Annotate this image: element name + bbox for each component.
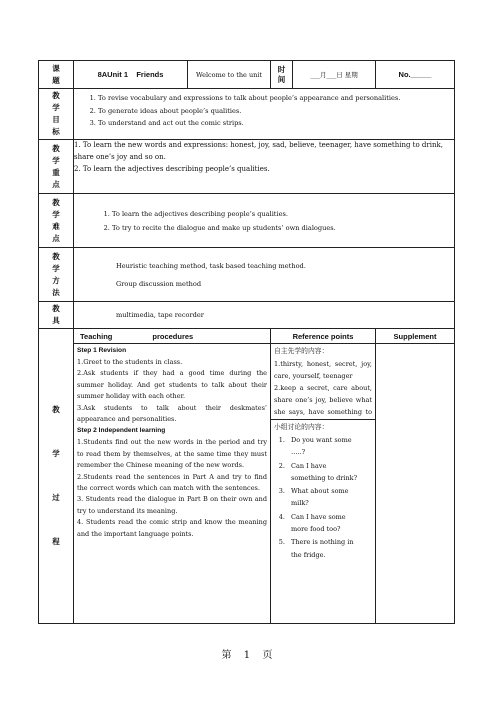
tools-content: multimedia, tape recorder [74, 302, 455, 329]
difficulties-label: 教 学 难 点 [39, 194, 74, 248]
lesson-title: Welcome to the unit [188, 61, 271, 89]
goal-item: 3. To understand and act out the comic strips. [98, 117, 454, 130]
key-point-line: 1. To learn the new words and expressions: honest, joy, sad, believe, teenager, have something to drink, share one’s joy and so on. [74, 141, 443, 161]
lesson-plan-table [38, 60, 455, 624]
tools-label: 教 具 [39, 302, 74, 329]
difficulties-row [39, 194, 455, 248]
step1-title: Step 1 Revision [77, 347, 127, 354]
key-points-content [74, 140, 455, 194]
key-point-line: 2. To learn the adjectives describing people’s qualities. [74, 164, 270, 173]
number-field: No._____ [376, 61, 455, 89]
group-discussion-title: 小组讨论的内容： [274, 423, 329, 431]
page-footer: 第 1 页 [221, 650, 275, 661]
process-body-row [39, 344, 455, 624]
discussion-item: 2. Can I have something to drink? [287, 460, 375, 485]
goals-row [39, 89, 455, 140]
goal-item: 2. To generate ideas about people’s qualities. [98, 105, 454, 118]
key-points-label: 教 学 重 点 [39, 140, 74, 194]
reference-item: 1.thirsty, honest, secret, joy, care, yourself, teenager [274, 360, 372, 380]
discussion-item: 4. Can I have some more food too? [287, 511, 375, 536]
process-header-row [39, 329, 455, 344]
supplement-header: Supplement [376, 329, 455, 344]
procedure-item: 3. Students read the dialogue in Part B on their own and try to understand its meaning. [77, 495, 267, 515]
reference-points-header: Reference points [271, 329, 376, 344]
date-field: ___月___日 星期 [293, 61, 376, 89]
topic-title: 8AUnit 1 Friends [74, 61, 188, 89]
procedure-item: 3.Ask students to talk about their deskmates’ appearance and personalities. [77, 403, 267, 424]
goals-content [74, 89, 455, 140]
procedure-item: 1.Students find out the new words in the period and try to read them by themselves, at the same time they must remember the Chinese meaning of the new words. [77, 438, 267, 470]
discussion-item: 5. There is nothing in the fridge. [287, 536, 375, 561]
procedure-item: 4. Students read the comic strip and know the meaning and the important language points. [77, 518, 267, 538]
self-study-title: 自主先学的内容： [274, 347, 329, 355]
header-row [39, 61, 455, 89]
method-line: Heuristic teaching method, task based teaching method. [116, 261, 306, 270]
methods-row [39, 248, 455, 302]
difficulties-content [74, 194, 455, 248]
goals-label: 教 学 目 标 [39, 89, 74, 140]
difficulty-item: 2. To try to recite the dialogue and make up students’ own dialogues. [112, 221, 454, 235]
discussion-item: 3. What about some milk? [287, 485, 375, 510]
key-points-row [39, 140, 455, 194]
reference-item: 2.keep a secret, care about, share one’s joy, believe what she says, have something to [274, 384, 372, 416]
process-label: 教 学 过 程 [39, 329, 74, 624]
supplement-cell [376, 344, 455, 624]
methods-content [74, 248, 455, 302]
procedure-item: 2.Students read the sentences in Part A and try to find the correct words which can match with the sentences. [77, 472, 267, 493]
goal-item: 1. To revise vocabulary and expressions to talk about people’s appearance and personalities. [98, 92, 454, 105]
step2-title: Step 2 Independent learning [77, 427, 166, 435]
methods-label: 教 学 方 法 [39, 248, 74, 302]
difficulty-item: 1. To learn the adjectives describing people’s qualities. [112, 207, 454, 221]
tools-row [39, 302, 455, 329]
topic-label: 课 题 [39, 61, 74, 89]
procedure-item: 1.Greet to the students in class. [77, 358, 183, 366]
procedures-cell [74, 344, 271, 624]
procedure-item: 2.Ask students if they had a good time during the summer holiday. And get students to talk about their summer holiday with each other. [77, 369, 267, 401]
teaching-procedures-header: Teaching procedures [74, 329, 271, 344]
method-line: Group discussion method [116, 279, 202, 288]
time-label: 时 间 [271, 61, 293, 89]
discussion-item: 1. Do you want some …..? [287, 434, 375, 459]
reference-cell [271, 344, 376, 624]
